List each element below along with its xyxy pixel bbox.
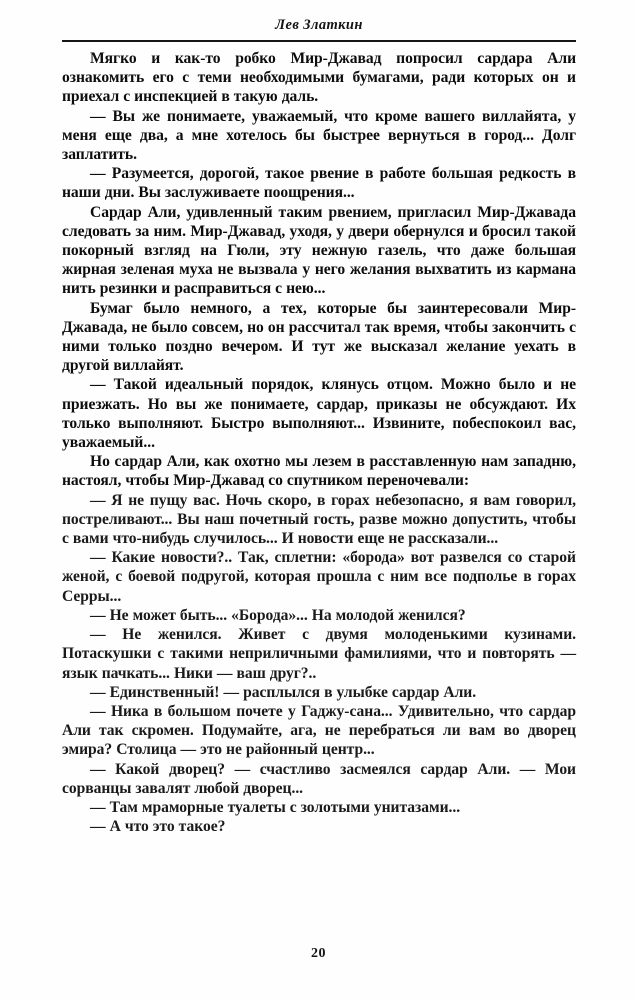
paragraph: — Единственный! — расплылся в улыбке сардар Али. [90,683,477,701]
paragraph: — Какой дворец? — счастливо засмеялся сардар Али. — Мои сорванцы завалят любой дворец... [62,760,576,797]
running-head: Лев Златкин [275,17,363,33]
paragraph: — Не женился. Живет с двумя молоденькими кузинами. Потаскушки с такими неприличными фамилиями, что и повторять — язык пачкать... Ники — ваш друг?.. [62,626,576,682]
paragraph: — Какие новости?.. Так, сплетни: «борода» вот развелся со старой женой, с боевой подругой, которая прошла с ним все подполье в горах Серры... [62,549,576,605]
paragraph: Бумаг было немного, а тех, которые бы заинтересовали Мир-Джавада, не было совсем, но он рассчитал так время, чтобы закончить с ними только поздно вечером. И тут же высказал желание уехать в другой виллайят. [62,299,576,375]
paragraph: — Ника в большом почете у Гаджу-сана... Удивительно, что сардар Али так скромен. Подумайте, ага, не перебраться ли вам во дворец эмира? Столица — это не районный центр... [62,702,576,759]
paragraph: Но сардар Али, как охотно мы лезем в расставленную нам западню, настоял, чтобы Мир-Джавад со спутником переночевали: [62,453,576,490]
page-number: 20 [311,946,326,961]
paragraph: — Разумеется, дорогой, такое рвение в работе большая редкость в наши дни. Вы заслуживаете поощрения... [62,165,576,202]
paragraph: — Я не пущу вас. Ночь скоро, в горах небезопасно, я вам говорил, постреливают... Вы наш почетный гость, разве можно допустить, чтобы с вами что-нибудь случилось... И новости еще не рассказали... [62,491,576,548]
header-rule [62,40,576,42]
paragraph: Мягко и как-то робко Мир-Джавад попросил сардара Али ознакомить его с теми необходимыми бумагами, ради которых он и приехал с инспекцией в такую даль. [62,50,576,106]
paragraph: — Там мраморные туалеты с золотыми унитазами... [90,798,461,816]
paragraph: Сардар Али, удивленный таким рвением, пригласил Мир-Джавада следовать за ним. Мир-Джавад, уходя, у двери обернулся и бросил такой покорный взгляд на Гюли, эту нежную газель, что даже большая жирная зеленая муха не вызвала у него желания выхватить из кармана нить резинки и расправиться с нею... [62,203,576,298]
body-text-column [62,49,576,836]
paragraph: — Не может быть... «Борода»... На молодой женился? [90,606,466,624]
paragraph: — А что это такое? [90,818,226,836]
paragraph: — Такой идеальный порядок, клянусь отцом. Можно было и не приезжать. Но вы же понимаете, сардар, приказы не обсуждают. Их только выполняют. Быстро выполняют... Извините, побеспокоил вас, уважаемый... [62,376,576,452]
paragraph: — Вы же понимаете, уважаемый, что кроме вашего виллайята, у меня еще два, а мне хотелось бы быстрее вернуться в город... Долг заплатить. [62,107,576,164]
